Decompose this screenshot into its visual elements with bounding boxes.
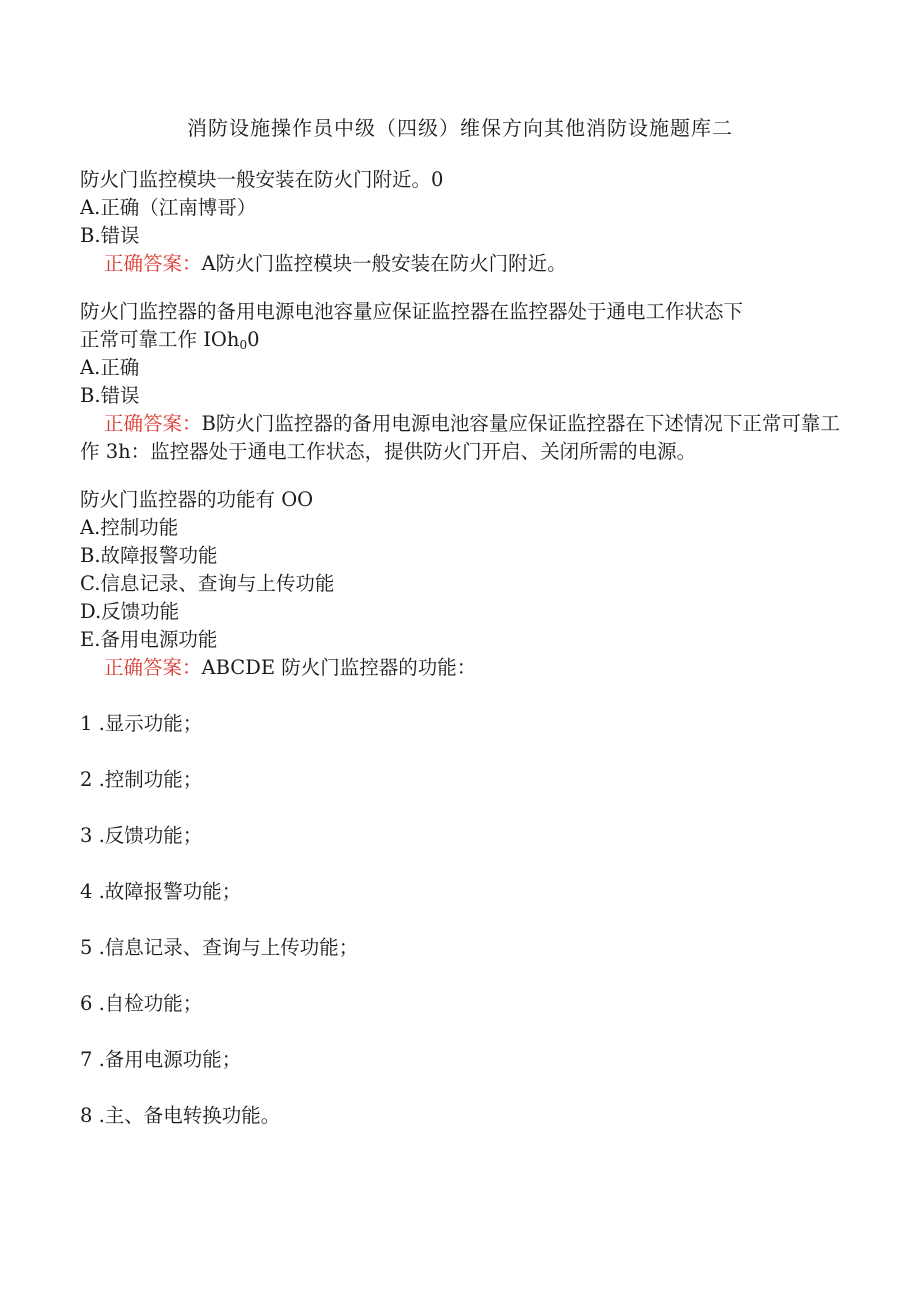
question-stem-line-2-text: 正常可靠工作 IOh	[80, 328, 240, 351]
answer-text: ABCDE 防火门监控器的功能：	[201, 656, 477, 679]
answer-label: 正确答案：	[104, 656, 202, 679]
option-a: A.控制功能	[80, 516, 179, 539]
spacer	[80, 906, 840, 934]
spacer	[80, 1074, 840, 1102]
answer-line	[80, 250, 840, 278]
option-e: E.备用电源功能	[80, 628, 218, 651]
function-list-item: 8 .主、备电转换功能。	[80, 1104, 281, 1127]
option-d: D.反馈功能	[80, 600, 180, 623]
spacer	[80, 278, 840, 298]
answer-line	[80, 410, 840, 466]
spacer	[80, 1018, 840, 1046]
question-1	[80, 166, 840, 278]
question-stem: 防火门监控模块一般安装在防火门附近。0	[80, 168, 444, 191]
function-list-item: 7 .备用电源功能；	[80, 1048, 242, 1071]
option-c: C.信息记录、查询与上传功能	[80, 572, 335, 595]
question-3	[80, 486, 840, 1130]
function-list-item: 5 .信息记录、查询与上传功能；	[80, 936, 359, 959]
document-title: 消防设施操作员中级（四级）维保方向其他消防设施题库二	[187, 116, 733, 140]
question-stem-subscript: 0	[239, 338, 248, 352]
spacer	[80, 794, 840, 822]
option-a: A.正确（江南博哥）	[80, 196, 257, 219]
answer-line	[80, 654, 840, 682]
question-stem-line-1: 防火门监控器的备用电源电池容量应保证监控器在监控器处于通电工作状态下	[80, 300, 744, 323]
option-b: B.故障报警功能	[80, 544, 218, 567]
answer-label: 正确答案：	[104, 412, 202, 435]
answer-text: A防火门监控模块一般安装在防火门附近。	[201, 252, 567, 275]
document-content	[80, 166, 840, 1130]
spacer	[80, 682, 840, 710]
spacer	[80, 466, 840, 486]
option-b: B.错误	[80, 224, 140, 247]
option-b: B.错误	[80, 384, 140, 407]
function-list-item: 4 .故障报警功能；	[80, 880, 242, 903]
spacer	[80, 738, 840, 766]
answer-label: 正确答案：	[104, 252, 202, 275]
option-a: A.正确	[80, 356, 140, 379]
spacer	[80, 850, 840, 878]
function-list-item: 3 .反馈功能；	[80, 824, 203, 847]
question-stem-line-2	[80, 326, 840, 354]
question-stem-tail: 0	[247, 328, 260, 351]
function-list-item: 6 .自检功能；	[80, 992, 203, 1015]
function-list-item: 2 .控制功能；	[80, 768, 203, 791]
spacer	[80, 962, 840, 990]
question-stem: 防火门监控器的功能有 OO	[80, 488, 314, 511]
function-list-item: 1 .显示功能；	[80, 712, 203, 735]
question-2	[80, 298, 840, 466]
answer-text: B防火门监控器的备用电源电池容量应保证监控器在下述情况下正常可靠工作 3h：监控器处于通电工作状态，提供防火门开启、关闭所需的电源。	[80, 412, 840, 463]
